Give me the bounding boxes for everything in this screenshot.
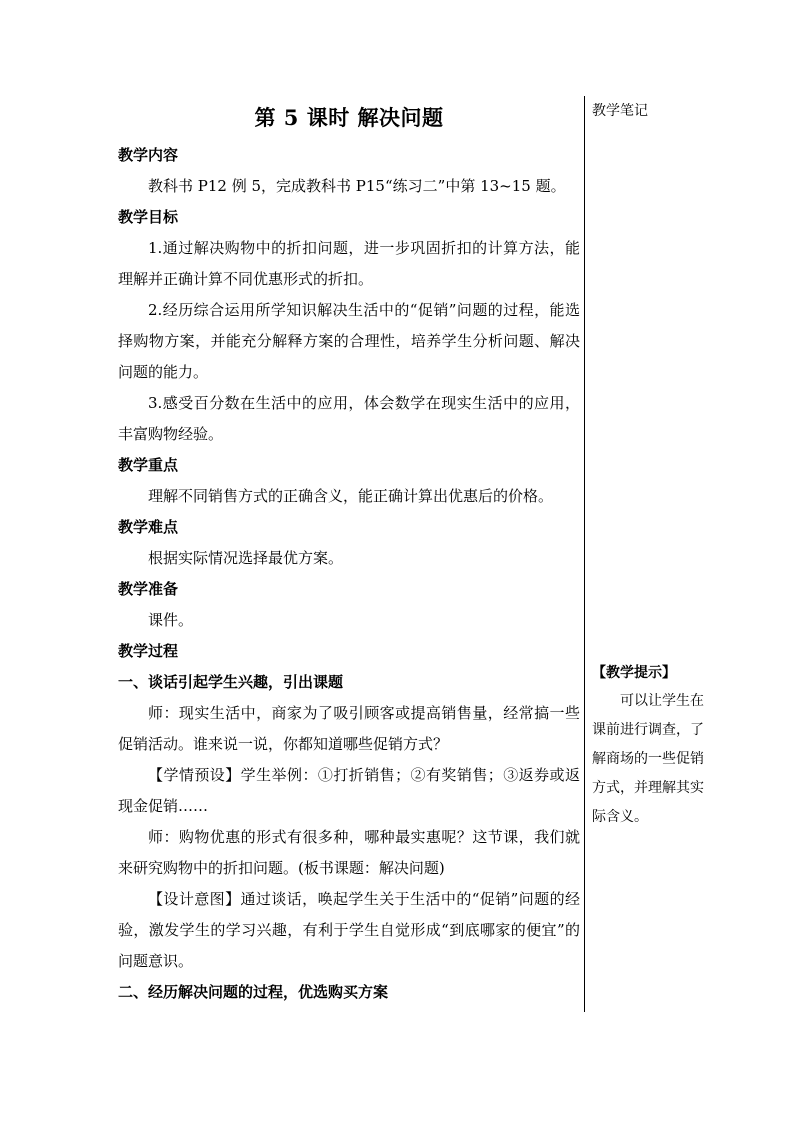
lesson-title: 第 5 课时 解决问题 bbox=[254, 105, 444, 130]
key-text: 理解不同销售方式的正确含义，能正确计算出优惠后的价格。 bbox=[148, 487, 554, 505]
column-divider bbox=[584, 96, 585, 1012]
goal-3: 3.感受百分数在生活中的应用，体会数学在现实生活中的应用，丰富购物经验。 bbox=[118, 394, 580, 443]
content-text: 教科书 P12 例 5，完成教科书 P15“练习二”中第 13~15 题。 bbox=[148, 177, 566, 195]
step2-heading: 二、经历解决问题的过程，优选购买方案 bbox=[118, 983, 389, 1001]
step1-paragraph-3: 师：购物优惠的形式有很多种，哪种最实惠呢？这节课，我们就来研究购物中的折扣问题。(板书课题：解决问题) bbox=[118, 828, 580, 877]
prep-heading: 教学准备 bbox=[118, 580, 179, 598]
difficulty-text: 根据实际情况选择最优方案。 bbox=[148, 549, 344, 567]
prep-text: 课件。 bbox=[148, 611, 194, 629]
process-heading: 教学过程 bbox=[118, 642, 179, 660]
step1-paragraph-1: 师：现实生活中，商家为了吸引顾客或提高销售量，经常搞一些促销活动。谁来说一说，你都知道哪些促销方式？ bbox=[118, 704, 580, 753]
step1-paragraph-2: 【学情预设】学生举例：①打折销售；②有奖销售；③返券或返现金促销…… bbox=[118, 766, 580, 815]
main-column bbox=[118, 96, 580, 1008]
tip-heading: 【教学提示】 bbox=[592, 665, 676, 681]
notes-title: 教学笔记 bbox=[592, 103, 648, 119]
content-heading: 教学内容 bbox=[118, 146, 179, 164]
key-heading: 教学重点 bbox=[118, 456, 179, 474]
difficulty-heading: 教学难点 bbox=[118, 518, 179, 536]
teaching-tip bbox=[592, 659, 710, 832]
goal-2: 2.经历综合运用所学知识解决生活中的“促销”问题的过程，能选择购物方案，并能充分解释方案的合理性，培养学生分析问题、解决问题的能力。 bbox=[118, 301, 580, 381]
step1-paragraph-4: 【设计意图】通过谈话，唤起学生关于生活中的“促销”问题的经验，激发学生的学习兴趣，有利于学生自觉形成“到底哪家的便宜”的问题意识。 bbox=[118, 890, 580, 970]
side-column bbox=[592, 96, 710, 126]
goal-1: 1.通过解决购物中的折扣问题，进一步巩固折扣的计算方法，能理解并正确计算不同优惠形式的折扣。 bbox=[118, 239, 580, 288]
step1-heading: 一、谈话引起学生兴趣，引出课题 bbox=[118, 673, 344, 691]
tip-text: 可以让学生在课前进行调查，了解商场的一些促销方式，并理解其实际含义。 bbox=[592, 693, 704, 825]
goals-heading: 教学目标 bbox=[118, 208, 179, 226]
